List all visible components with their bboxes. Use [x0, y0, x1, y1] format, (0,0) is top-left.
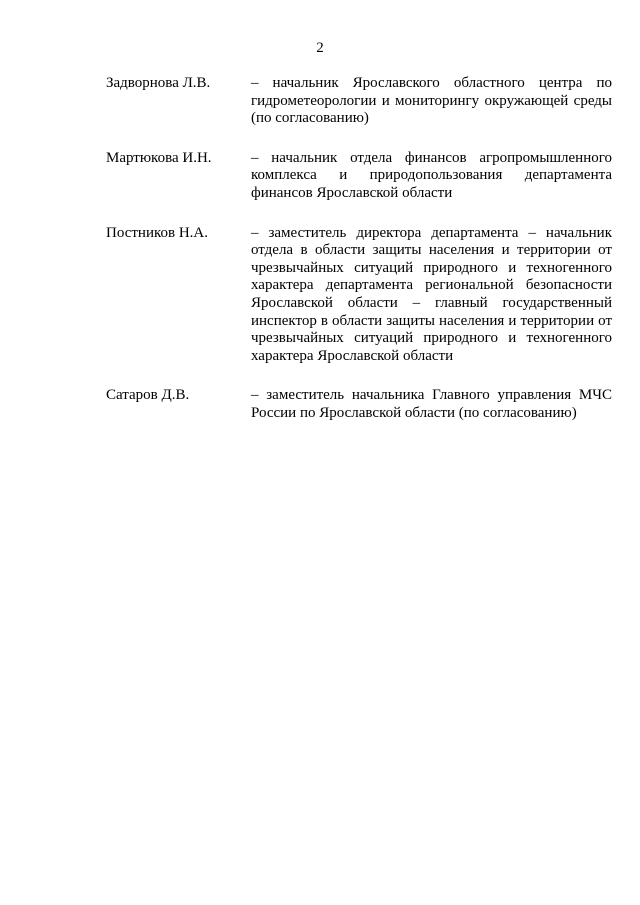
member-row: [106, 75, 612, 128]
member-role: – начальник отдела финансов агропромышленного комплекса и природопользования департамента финансов Ярославской области: [251, 149, 612, 201]
member-list: [106, 75, 612, 445]
member-name: Задворнова Л.В.: [106, 75, 211, 91]
member-name: Мартюкова И.Н.: [106, 149, 212, 166]
member-name: Сатаров Д.В.: [106, 387, 190, 404]
member-row: [106, 150, 612, 203]
member-row: [106, 225, 612, 366]
member-role: – начальник Ярославского областного центра по гидрометеорологии и мониторингу окружающей среды (по согласованию): [251, 75, 612, 127]
member-role: – заместитель директора департамента – начальник отдела в области защиты населения и территории от чрезвычайных ситуаций природного и техногенного характера департамента региональной безопасности Ярославской области – главный государственный инспектор в области защиты населения и территории от чрезвычайных ситуаций природного и техногенного характера Ярославской области: [251, 224, 612, 364]
member-name: Постников Н.А.: [106, 224, 208, 241]
page-number: 2: [316, 40, 324, 56]
member-role: – заместитель начальника Главного управления МЧС России по Ярославской области (по согласованию): [251, 387, 612, 421]
member-row: [106, 387, 612, 422]
